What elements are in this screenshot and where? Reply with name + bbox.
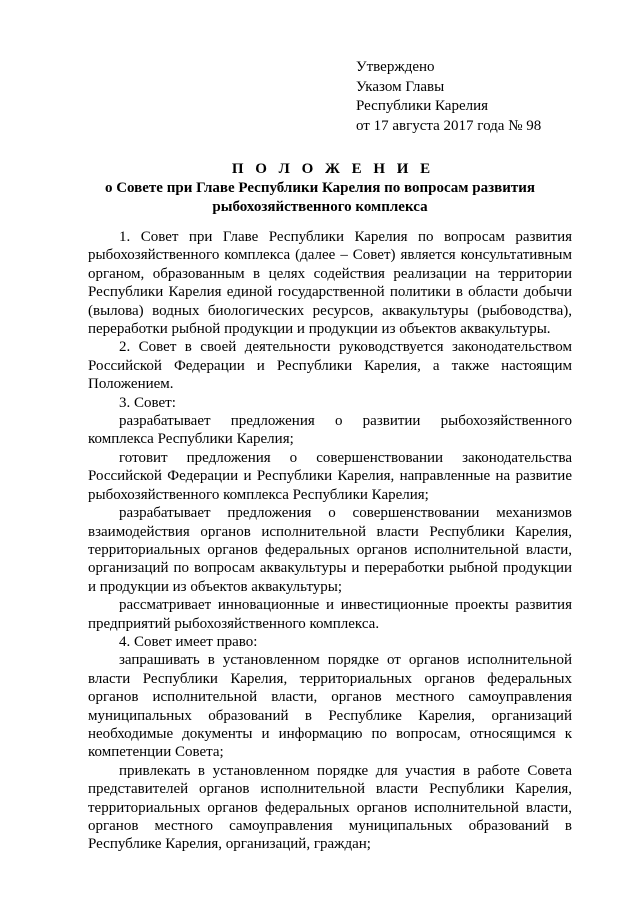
- approval-line: Указом Главы: [356, 78, 445, 95]
- paragraph: разрабатывает предложения о развитии рыбохозяйственного комплекса Республики Карелия;: [88, 413, 572, 448]
- document-subtitle-line: о Совете при Главе Республики Карелия по вопросам развития: [104, 180, 536, 196]
- document-heading: П О Л О Ж Е Н И Е: [231, 161, 435, 177]
- paragraph: 4. Совет имеет право:: [119, 633, 258, 650]
- paragraph: привлекать в установленном порядке для участия в работе Совета представителей органов исполнительной власти Республики Карелия, территориальных органов федеральных органов исполнительной власти, органов местного самоуправления муниципальных образований в Республике Карелия, организаций, граждан;: [88, 762, 572, 853]
- document-title: [0, 160, 640, 217]
- paragraph: готовит предложения о совершенствовании законодательства Российской Федерации и Республики Карелия, направленные на развитие рыбохозяйственного комплекса Республики Карелия;: [88, 449, 572, 503]
- approval-line: Республики Карелия: [356, 98, 489, 114]
- paragraph: 1. Совет при Главе Республики Карелия по вопросам развития рыбохозяйственного комплекса (далее – Совет) является консультативным органом, образованным в целях содействия реализации на территории Республики Карелия единой государственной политики в области добычи (вылова) водных биологических ресурсов, аквакультуры (рыбоводства), переработки рыбной продукции и продукции из объектов аквакультуры.: [88, 229, 572, 338]
- paragraph: разрабатывает предложения о совершенствовании механизмов взаимодействия органов исполнительной власти Республики Карелия, территориальных органов федеральных органов исполнительной власти, организаций по вопросам аквакультуры и переработки рыбной продукции и продукции из объектов аквакультуры;: [88, 505, 572, 595]
- approval-line: от 17 августа 2017 года № 98: [356, 117, 542, 134]
- document-subtitle-line: рыбохозяйственного комплекса: [212, 199, 428, 215]
- approval-block: [356, 58, 541, 136]
- paragraph: 2. Совет в своей деятельности руководствуется законодательством Российской Федерации и Республики Карелия, а также настоящим Положением.: [88, 339, 572, 393]
- document-body: [88, 228, 572, 854]
- paragraph: 3. Совет:: [119, 394, 176, 411]
- paragraph: рассматривает инновационные и инвестиционные проекты развития предприятий рыбохозяйственного комплекса.: [88, 597, 572, 632]
- approval-line: Утверждено: [356, 59, 435, 75]
- paragraph: запрашивать в установленном порядке от органов исполнительной власти Республики Карелия, территориальных органов федеральных органов исполнительной власти, органов местного самоуправления муниципальных образований в Республике Карелия, организаций необходимые документы и информацию по вопросам, относящимся к компетенции Совета;: [88, 652, 572, 761]
